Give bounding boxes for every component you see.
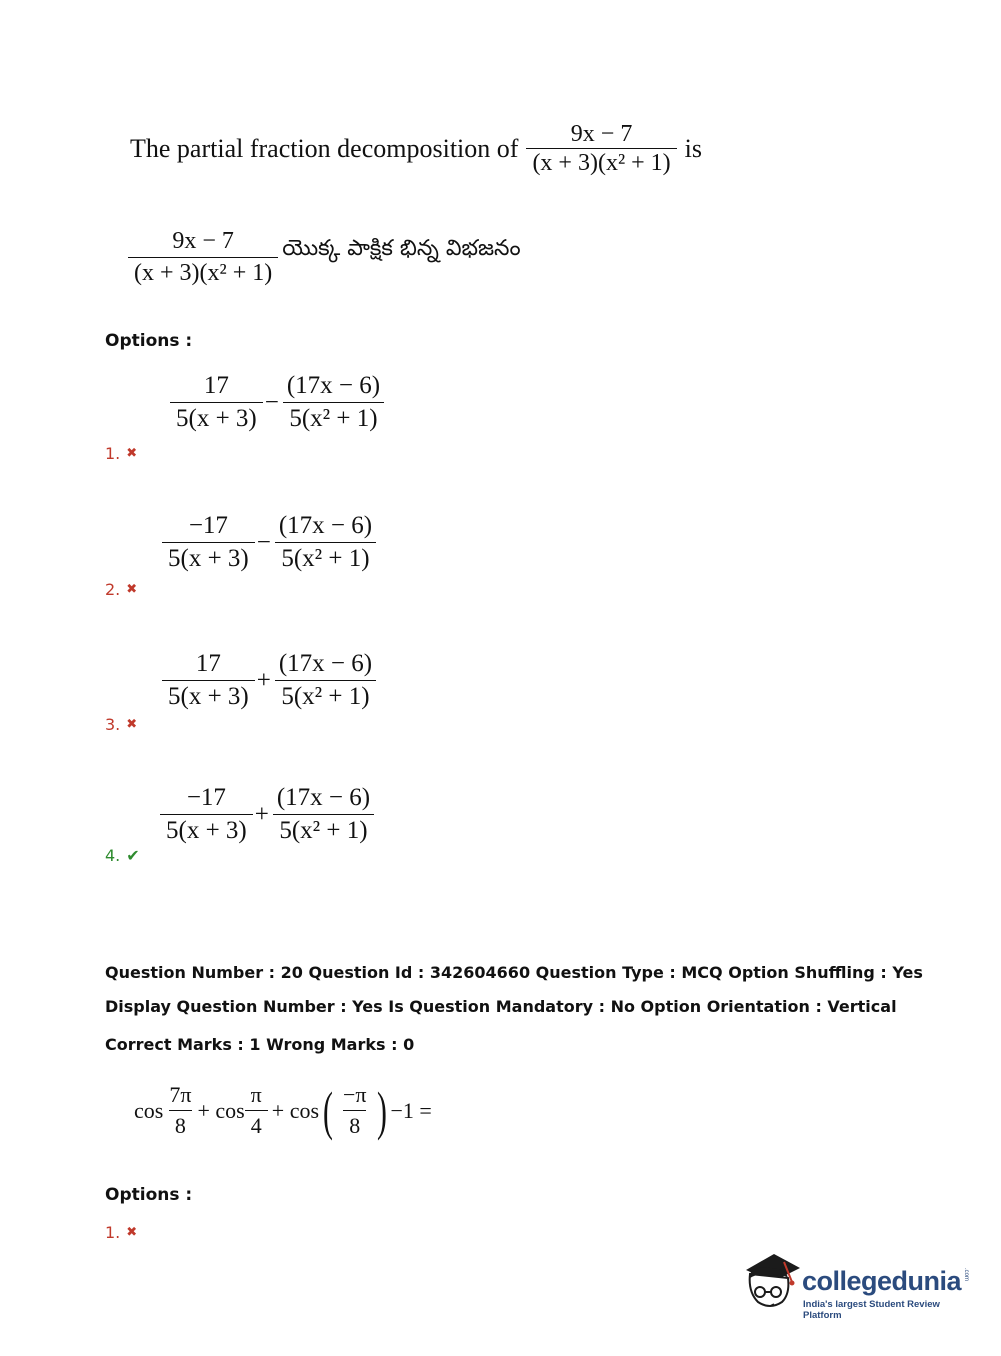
wrong-mark-icon: ✖ <box>126 582 138 597</box>
logo-name: collegedunia <box>802 1266 962 1296</box>
opt4-b-den: 5(x² + 1) <box>273 814 373 845</box>
option-2[interactable] <box>105 580 137 599</box>
opt4-b-num: (17x − 6) <box>276 784 371 811</box>
opt2-b-num: (17x − 6) <box>278 512 373 539</box>
opt1-b-num: (17x − 6) <box>286 372 381 399</box>
opt3-b-den: 5(x² + 1) <box>275 680 375 711</box>
opt4-a-den: 5(x + 3) <box>160 814 253 845</box>
option-1[interactable] <box>105 444 137 463</box>
question-statement-telugu <box>128 228 521 287</box>
option-number: 1. <box>105 444 121 463</box>
option-1-math <box>170 372 386 433</box>
right-paren: ) <box>376 1080 387 1141</box>
opt3-a-num: 17 <box>195 650 221 677</box>
question-fraction <box>526 122 676 175</box>
telugu-fraction-denominator: (x + 3)(x² + 1) <box>128 257 278 287</box>
telugu-fraction <box>128 228 278 287</box>
expression-tail: −1 = <box>390 1097 432 1123</box>
frac2-den: 4 <box>245 1110 268 1139</box>
question-20-expression <box>134 1082 432 1139</box>
option-4-math <box>160 784 376 845</box>
opt3-operator: + <box>256 666 271 694</box>
options-label: Options : <box>105 331 193 351</box>
option-4[interactable] <box>105 846 140 865</box>
q20-option-1[interactable] <box>105 1223 137 1242</box>
option-3-math <box>162 650 378 711</box>
frac2-num: π <box>250 1082 262 1107</box>
opt4-a-num: −17 <box>186 784 226 811</box>
collegedunia-logo[interactable] <box>740 1248 972 1320</box>
opt2-b-den: 5(x² + 1) <box>275 542 375 573</box>
frac1-den: 8 <box>169 1110 192 1139</box>
opt3-a-den: 5(x + 3) <box>162 680 255 711</box>
cos-term-2: + cos <box>197 1097 245 1123</box>
frac1-num: 7π <box>169 1082 192 1107</box>
option-2-math <box>162 512 378 573</box>
cos-term-1: cos <box>134 1097 164 1123</box>
option-3[interactable] <box>105 715 137 734</box>
question-meta-line-3: Correct Marks : 1 Wrong Marks : 0 <box>105 1035 415 1054</box>
question-statement-english <box>130 122 702 175</box>
question-meta-line-2: Display Question Number : Yes Is Question Mandatory : No Option Orientation : Vertical <box>105 997 897 1016</box>
correct-check-icon: ✔ <box>126 846 140 865</box>
telugu-text: యొక్క పాక్షిక భిన్న విభజనం <box>282 235 521 261</box>
question-meta-line-1: Question Number : 20 Question Id : 342604660 Question Type : MCQ Option Shuffling : Yes <box>105 963 923 982</box>
left-paren: ( <box>323 1080 333 1141</box>
opt1-b-den: 5(x² + 1) <box>283 402 383 433</box>
opt2-a-den: 5(x + 3) <box>162 542 255 573</box>
wrong-mark-icon: ✖ <box>126 446 138 461</box>
option-number: 3. <box>105 715 121 734</box>
question-text-before: The partial fraction decomposition of <box>130 133 519 163</box>
mascot-icon <box>740 1248 802 1314</box>
option-number: 2. <box>105 580 121 599</box>
options-label-q20: Options : <box>105 1185 193 1205</box>
opt4-operator: + <box>254 800 269 828</box>
opt2-operator: − <box>256 528 271 556</box>
opt2-a-num: −17 <box>188 512 228 539</box>
opt1-a-den: 5(x + 3) <box>170 402 263 433</box>
question-text-after: is <box>684 133 703 163</box>
option-number: 1. <box>105 1223 121 1242</box>
opt3-b-num: (17x − 6) <box>278 650 373 677</box>
option-number: 4. <box>105 846 121 865</box>
wrong-mark-icon: ✖ <box>126 717 138 732</box>
fraction-denominator: (x + 3)(x² + 1) <box>526 148 676 175</box>
logo-tagline: India's largest Student Review Platform <box>803 1299 940 1321</box>
wrong-mark-icon: ✖ <box>126 1225 138 1240</box>
frac3-den: 8 <box>343 1110 366 1139</box>
telugu-fraction-numerator: 9x − 7 <box>172 228 234 254</box>
fraction-numerator: 9x − 7 <box>570 121 633 147</box>
frac3-num: −π <box>343 1082 367 1107</box>
opt1-a-num: 17 <box>203 372 229 399</box>
opt1-operator: − <box>264 388 279 416</box>
logo-suffix: .com <box>963 1268 969 1282</box>
cos-term-3: + cos <box>271 1097 320 1123</box>
